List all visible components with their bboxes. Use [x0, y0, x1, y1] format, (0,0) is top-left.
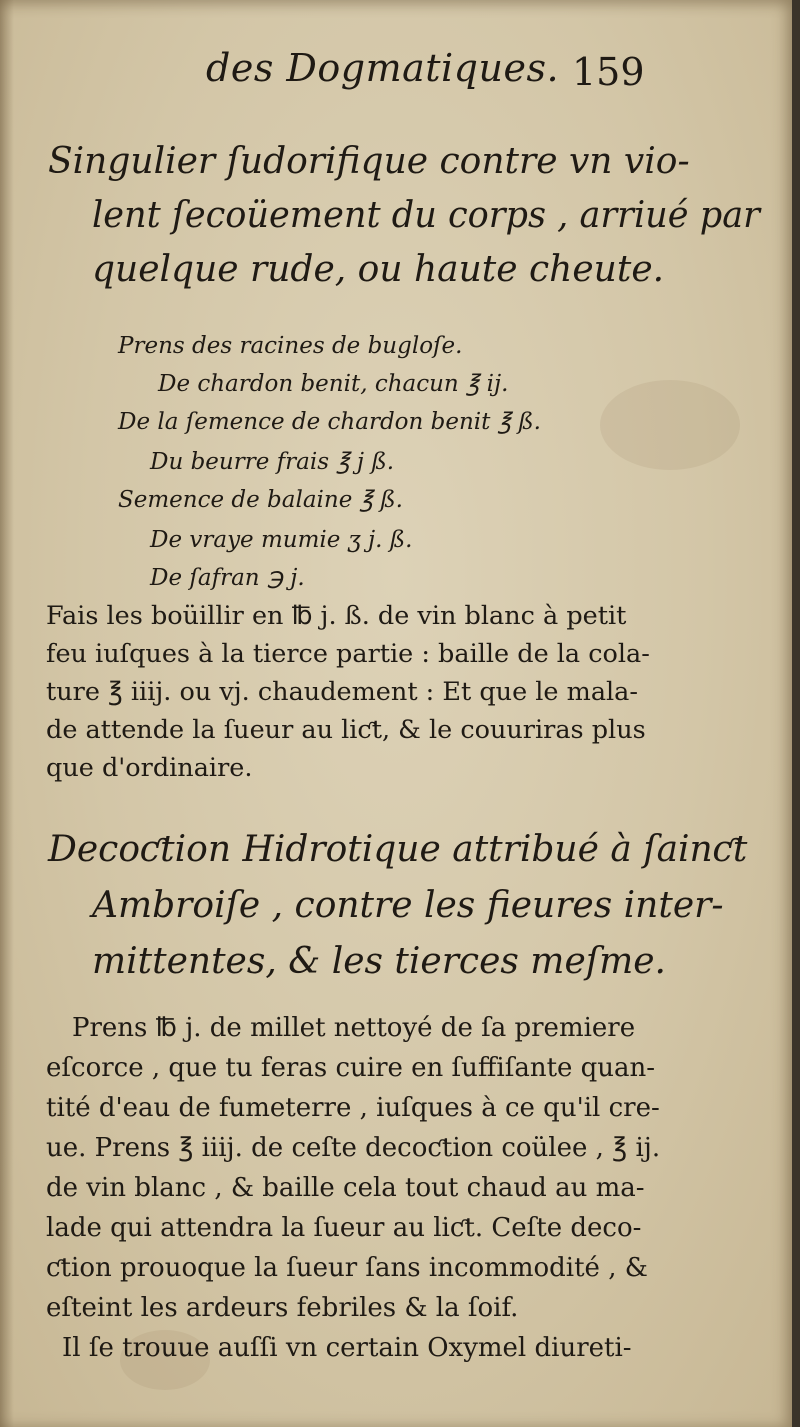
- body-line: eſcorce , que tu feras cuire en ſuffiſante quan-: [46, 1053, 656, 1083]
- recipe-line: De la ſemence de chardon benit ℥ ß.: [118, 409, 541, 435]
- body-line: lade qui attendra la ſueur au liƈt. Ceſte deco-: [46, 1213, 642, 1243]
- body-line: ture ℥ iiij. ou vj. chaudement : Et que le mala-: [46, 677, 638, 707]
- body-line: ƈtion prouoque la ſueur ſans incommodité , &: [46, 1253, 648, 1283]
- recipe-line: De vraye mumie ʒ j. ß.: [150, 527, 413, 553]
- running-head: des Dogmatiques.: [206, 46, 560, 90]
- section1-heading-line: Singulier ſudorifique contre vn vio-: [48, 141, 690, 182]
- recipe-line: De ſafran ℈ j.: [150, 565, 305, 591]
- page-number: 159: [572, 50, 645, 94]
- body-line: de attende la ſueur au liƈt, & le couuriras plus: [46, 715, 646, 745]
- recipe-line: Prens des racines de bugloſe.: [118, 333, 463, 359]
- body-line: ue. Prens ℥ iiij. de ceſte decoƈtion coülee , ℥ ij.: [46, 1133, 661, 1163]
- recipe-line: Du beurre frais ℥ j ß.: [150, 449, 395, 475]
- body-line: de vin blanc , & baille cela tout chaud au ma-: [46, 1173, 645, 1203]
- section1-heading-line: lent ſecoüement du corps , arriué par: [92, 195, 760, 236]
- body-line: Fais les boüillir en ℔ j. ß. de vin blanc à petit: [46, 601, 627, 631]
- body-line: eſteint les ardeurs febriles & la ſoif.: [46, 1293, 519, 1323]
- section2-heading-line: Decoƈtion Hidrotique attribué à ſainƈt: [48, 829, 748, 870]
- recipe-line: De chardon benit, chacun ℥ ij.: [158, 371, 509, 397]
- page-edge-shadow: [0, 0, 14, 1427]
- body-line: que d'ordinaire.: [46, 753, 253, 783]
- section1-heading-line: quelque rude, ou haute cheute.: [92, 249, 665, 290]
- body-line: feu iuſques à la tierce partie : baille de la cola-: [46, 639, 650, 669]
- recipe-line: Semence de balaine ℥ ß.: [118, 487, 403, 513]
- paper-stain: [600, 380, 740, 470]
- body-line: Il ſe trouue auſſi vn certain Oxymel diureti-: [62, 1333, 632, 1363]
- body-line: tité d'eau de fumeterre , iuſques à ce qu'il cre-: [46, 1093, 660, 1123]
- section2-heading-line: mittentes, & les tierces meſme.: [92, 941, 666, 982]
- body-line: Prens ℔ j. de millet nettoyé de ſa premiere: [72, 1013, 636, 1043]
- section2-heading-line: Ambroiſe , contre les fieures inter-: [92, 885, 724, 926]
